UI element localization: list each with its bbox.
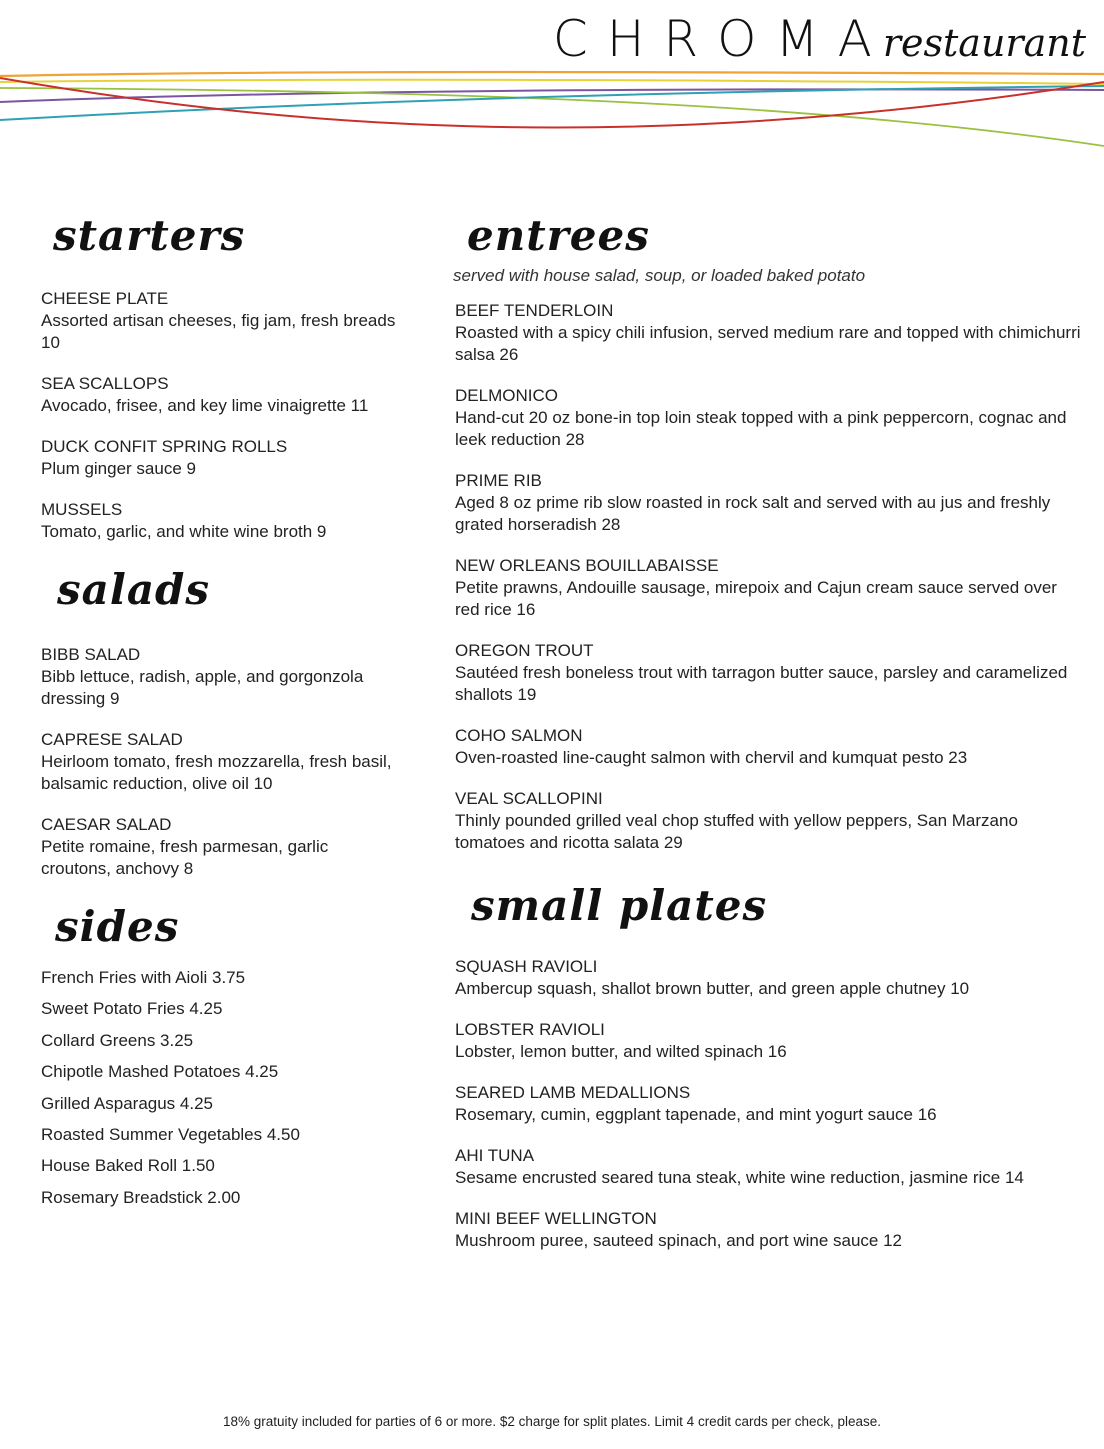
menu-item-description: Plum ginger sauce 9 [41,459,196,478]
menu-item-description: Mushroom puree, sauteed spinach, and port wine sauce 12 [455,1231,902,1250]
salads-section [41,562,401,880]
menu-item [41,814,401,880]
small-plates-section [455,878,1085,1252]
menu-item-description: Oven-roasted line-caught salmon with chervil and kumquat pesto 23 [455,748,968,767]
menu-item-name: SEA SCALLOPS [41,374,169,393]
side-item: House Baked Roll 1.50 [41,1156,215,1176]
menu-item [455,725,1085,769]
section-title-salads: salads [57,565,211,614]
side-item: Grilled Asparagus 4.25 [41,1093,213,1113]
section-title-small-plates: small plates [471,881,768,930]
entrees-section [455,208,1085,854]
right-column [455,208,1085,1271]
side-item: French Fries with Aioli 3.75 [41,968,246,987]
menu-item-name: BEEF TENDERLOIN [455,301,614,320]
menu-item-name: VEAL SCALLOPINI [455,789,603,808]
menu-item [455,385,1085,451]
side-item: Sweet Potato Fries 4.25 [41,999,223,1019]
menu-item-name: SEARED LAMB MEDALLIONS [455,1083,691,1102]
menu-item-name: LOBSTER RAVIOLI [455,1020,605,1039]
menu-item-name: DELMONICO [455,386,558,405]
stripe-orange [0,72,1104,76]
salads-list [41,644,401,880]
section-title-entrees: entrees [467,211,650,260]
menu-item-name: CAESAR SALAD [41,815,172,834]
menu-item-name: MINI BEEF WELLINGTON [455,1209,657,1228]
menu-item [41,729,401,795]
menu-item-description: Avocado, frisee, and key lime vinaigrette 11 [41,396,369,415]
menu-item [455,640,1085,706]
section-title-sides: sides [55,902,180,951]
menu-item-name: AHI TUNA [455,1146,535,1165]
stripe-purple [0,89,1104,102]
section-title-starters: starters [53,211,246,260]
menu-item [455,470,1085,536]
menu-item [455,1019,1085,1063]
menu-item-name: CAPRESE SALAD [41,730,183,749]
menu-item [455,1082,1085,1126]
menu-item-description: Petite romaine, fresh parmesan, garlic croutons, anchovy 8 [41,837,329,878]
menu-item-description: Heirloom tomato, fresh mozzarella, fresh basil, balsamic reduction, olive oil 10 [41,752,392,793]
menu-item-description: Bibb lettuce, radish, apple, and gorgonzola dressing 9 [41,667,364,708]
menu-item-name: CHEESE PLATE [41,289,169,308]
menu-item [41,499,401,543]
menu-item-name: OREGON TROUT [455,641,594,660]
menu-item-description: Ambercup squash, shallot brown butter, and green apple chutney 10 [455,979,970,998]
menu-item-description: Assorted artisan cheeses, fig jam, fresh breads 10 [41,311,396,352]
menu-item [455,300,1085,366]
menu-item-name: BIBB SALAD [41,645,141,664]
menu-item-name: NEW ORLEANS BOUILLABAISSE [455,556,719,575]
menu-item [455,1145,1085,1189]
menu-item-description: Petite prawns, Andouille sausage, mirepoix and Cajun cream sauce served over red rice 16 [455,578,1057,619]
menu-item-description: Sesame encrusted seared tuna steak, white wine reduction, jasmine rice 14 [455,1168,1024,1187]
menu-item-name: MUSSELS [41,500,123,519]
starters-list [41,288,401,543]
menu-item [455,555,1085,621]
menu-item-name: COHO SALMON [455,726,583,745]
menu-item [455,788,1085,854]
brand-name: CHROMA [552,10,891,68]
left-column [41,208,401,1218]
menu-item [455,956,1085,1000]
menu-item-description: Sautéed fresh boneless trout with tarragon butter sauce, parsley and caramelized shallots 19 [455,663,1068,704]
stripe-yellow [0,80,1104,84]
menu-item [41,373,401,417]
menu-item [41,288,401,354]
decorative-stripes [0,60,1104,160]
menu-item-description: Hand-cut 20 oz bone-in top loin steak topped with a pink peppercorn, cognac and leek reduction 28 [455,408,1067,449]
footer-note: 18% gratuity included for parties of 6 or more. $2 charge for split plates. Limit 4 credit cards per check, please. [222,1414,882,1429]
side-item: Chipotle Mashed Potatoes 4.25 [41,1062,279,1082]
side-item: Roasted Summer Vegetables 4.50 [41,1124,300,1144]
starters-section [41,208,401,543]
menu-item [41,644,401,710]
small-plates-list [455,956,1085,1252]
menu-item-name: DUCK CONFIT SPRING ROLLS [41,437,288,456]
entrees-note: served with house salad, soup, or loaded baked potato [453,266,866,285]
menu-item [41,436,401,480]
stripe-red [0,78,1104,127]
menu-item-description: Roasted with a spicy chili infusion, served medium rare and topped with chimichurri salsa 26 [455,323,1081,364]
menu-item-description: Lobster, lemon butter, and wilted spinach 16 [455,1042,787,1061]
entrees-list [455,300,1085,854]
menu-item-name: SQUASH RAVIOLI [455,957,598,976]
sides-list [41,967,401,1209]
side-item: Collard Greens 3.25 [41,1030,194,1050]
sides-section [41,899,401,1209]
brand-subtitle: restaurant [882,21,1086,65]
menu-item-description: Thinly pounded grilled veal chop stuffed with yellow peppers, San Marzano tomatoes and ricotta salata 29 [455,811,1018,852]
menu-item-description: Aged 8 oz prime rib slow roasted in rock salt and served with au jus and freshly grated horseradish 28 [455,493,1051,534]
side-item: Rosemary Breadstick 2.00 [41,1187,241,1207]
menu-item-description: Tomato, garlic, and white wine broth 9 [41,522,327,541]
menu-item [455,1208,1085,1252]
menu-item-description: Rosemary, cumin, eggplant tapenade, and mint yogurt sauce 16 [455,1105,937,1124]
menu-item-name: PRIME RIB [455,471,542,490]
